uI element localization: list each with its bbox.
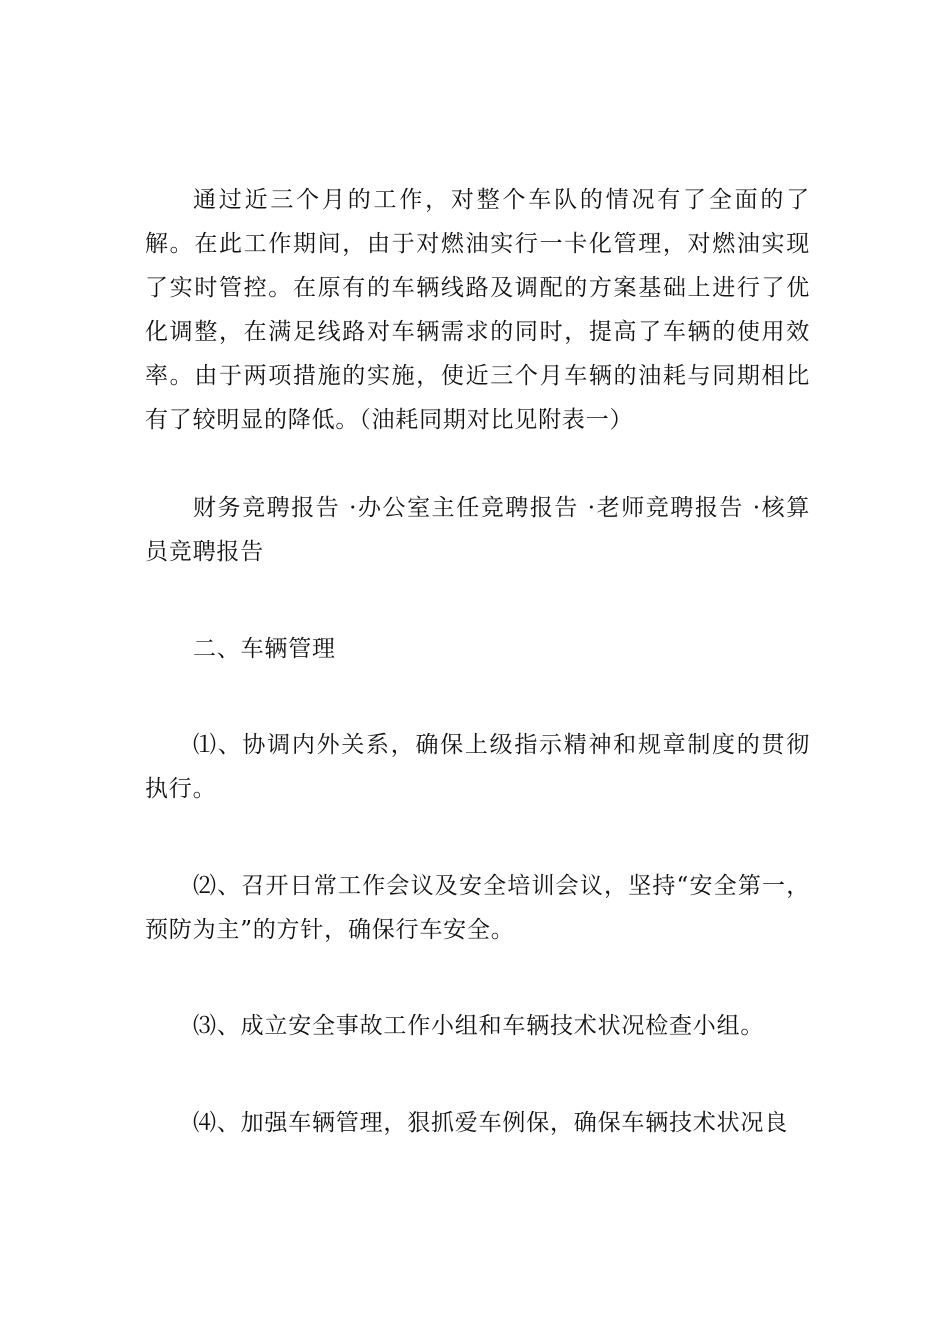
paragraph-related-links: 财务竞聘报告 ·办公室主任竞聘报告 ·老师竞聘报告 ·核算员竞聘报告 [145, 495, 810, 565]
paragraph-fuel-control: 通过近三个月的工作，对整个车队的情况有了全面的了解。在此工作期间，由于对燃油实行一卡化管理，对燃油实现了实时管控。在原有的车辆线路及调配的方案基础上进行了优化调整，在满足线路对车辆需求的同时，提高了车辆的使用效率。由于两项措施的实施，使近三个月车辆的油耗与同期相比有了较明显的降低。（油耗同期对比见附表一） [145, 187, 810, 433]
list-item-3: ⑶、成立安全事故工作小组和车辆技术状况检查小组。 [193, 1013, 765, 1039]
list-item-2: ⑵、召开日常工作会议及安全培训会议，坚持“安全第一，预防为主”的方针，确保行车安全。 [145, 873, 810, 943]
list-item-4: ⑷、加强车辆管理，狠抓爱车例保，确保车辆技术状况良 [193, 1110, 788, 1136]
document-body [145, 178, 810, 1145]
list-item-1: ⑴、协调内外关系，确保上级指示精神和规章制度的贯彻执行。 [145, 732, 810, 802]
section-heading-vehicle-management: 二、车辆管理 [193, 636, 336, 662]
